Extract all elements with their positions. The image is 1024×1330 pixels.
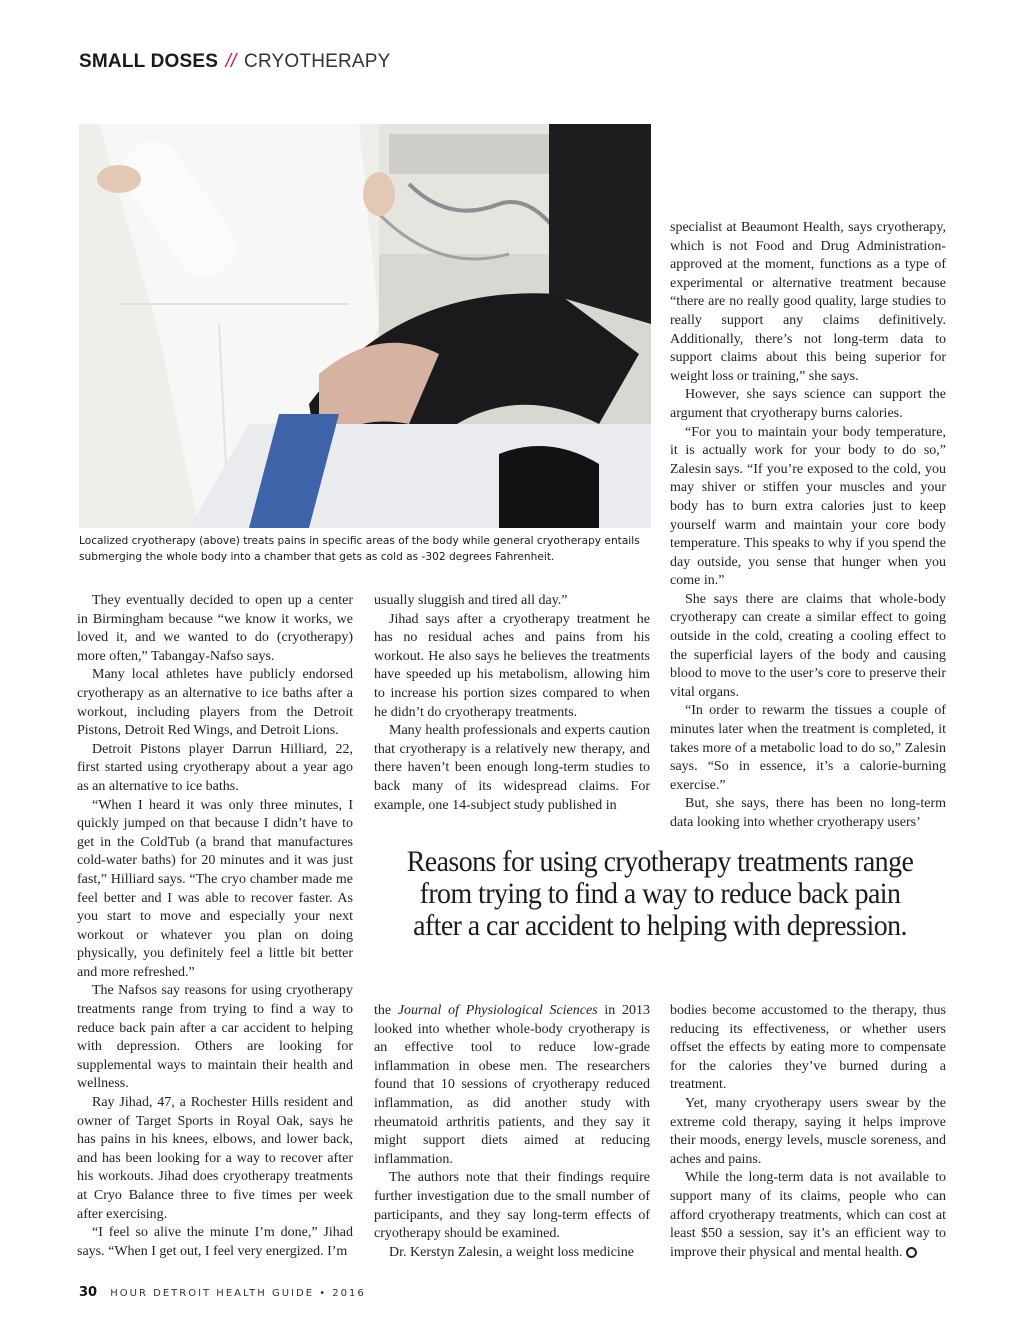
publication-name: HOUR DETROIT HEALTH GUIDE • 2016 [110,1288,366,1299]
paragraph: bodies become accustomed to the therapy, thus reducing its effectiveness, or whether users offset the effects by eating more to compensate for the calories they’ve burned during a treatment. [670,1003,946,1093]
paragraph: “I feel so alive the minute I’m done,” Jihad says. “When I get out, I feel very energized. I’m [77,1225,353,1259]
paragraph: They eventually decided to open up a center in Birmingham because “we know it works, we loved it, and we wanted to do (cryotherapy) more often,” Tabangay-Nafso says. [77,593,353,664]
cryotherapy-photo [79,124,651,528]
paragraph: Ray Jihad, 47, a Rochester Hills resident and owner of Target Sports in Royal Oak, says he has pains in his knees, elbows, and lower back, and has been looking for a way to recover after his workouts. Jihad does cryotherapy treatments at Cryo Balance three to five times per week after exercising. [77,1095,353,1222]
paragraph: However, she says science can support the argument that cryotherapy burns calories. [670,387,946,421]
paragraph: Jihad says after a cryotherapy treatment he has no residual aches and pains from his workout. He also says he believes the treatments have speeded up his metabolism, allowing him to increase his portion sizes compared to when he didn’t do cryotherapy treatments. [374,611,650,720]
section-name: SMALL DOSES [79,51,219,72]
end-mark-icon [906,1247,917,1258]
paragraph: Yet, many cryotherapy users swear by the extreme cold therapy, saying it helps improve their moods, energy levels, muscle soreness, and aches and pains. [670,1095,946,1167]
section-topic: CRYOTHERAPY [244,51,391,72]
paragraph: usually sluggish and tired all day.” [374,593,568,608]
paragraph: Dr. Kerstyn Zalesin, a weight loss medicine [389,1244,634,1260]
paragraph: But, she says, there has been no long-term data looking into whether cryotherapy users’ [670,796,946,830]
journal-lead: the [374,1003,398,1018]
paragraph [670,1169,946,1262]
article-column-2-top [374,592,650,815]
paragraph: “When I heard it was only three minutes, I quickly jumped on that because I didn’t have to get in the ColdTub (a brand that manufactures cold-water baths) for 20 minutes and it was just fast,” Hilliard says. “The cryo chamber made me feel better and I was able to recover faster. As you start to move and especially your next workout or whatever you plan on doing physically, you definitely feel a little bit better and more refreshed.” [77,797,353,980]
paragraph: The authors note that their findings require further investigation due to the small number of participants, and they say long-term effects of cryotherapy should be examined. [374,1170,650,1242]
header-separator: // [225,51,237,72]
article-column-3-top [670,219,946,833]
paragraph: Detroit Pistons player Darrun Hilliard, 22, first started using cryotherapy about a year ago as an alternative to ice baths. [77,741,353,794]
paragraph: The Nafsos say reasons for using cryotherapy treatments range from trying to find a way to reduce back pain after a car accident to helping with depression. Others are looking for supplemental ways to maintain their health and wellness. [77,983,353,1092]
paragraph: specialist at Beaumont Health, says cryotherapy, which is not Food and Drug Administration-approved at the moment, functions as a type of experimental or alternative treatment because “there are no really good quality, large studies to really support any claims definitively. Additionally, there’s not long-term data to support claims about this being superior for weight loss or training,” she says. [670,220,946,384]
article-column-2-bottom [374,1002,650,1262]
journal-rest: in 2013 looked into whether whole-body cryotherapy is an effective tool to reduce low-grade inflammation in obese men. The researchers found that 10 sessions of cryotherapy reduced inflammation, as did another study with rheumatoid arthritis patients, and they say it might support diets aimed at reducing inflammation. [374,1003,651,1167]
article-column-1 [77,592,353,1261]
paragraph [374,1002,650,1169]
paragraph: She says there are claims that whole-body cryotherapy can create a similar effect to going outside in the cold, creating a cooling effect to the superficial layers of the body and causing blood to move to the user’s core to preserve their vital organs. [670,591,946,700]
journal-title: Journal of Physiological Sciences [397,1003,598,1018]
paragraph: Many local athletes have publicly endorsed cryotherapy as an alternative to ice baths after a workout, including players from the Detroit Pistons, Detroit Red Wings, and Detroit Lions. [77,667,353,739]
photo-caption: Localized cryotherapy (above) treats pains in specific areas of the body while general cryotherapy entails submerging the whole body into a chamber that gets as cold as -302 degrees Fahrenheit. [79,535,640,563]
page-footer [79,1285,366,1300]
page-number: 30 [79,1285,98,1300]
paragraph: “In order to rewarm the tissues a couple of minutes later when the treatment is completed, it takes more of a metabolic load to do so,” Zalesin says. “So in essence, it’s a calorie-burning exercise.” [670,703,946,793]
paragraph: Many health professionals and experts caution that cryotherapy is a relatively new therapy, and there haven’t been enough long-term studies to back many of its widespread claims. For example, one 14-subject study published in [374,723,650,813]
closing-text: While the long-term data is not available to support many of its claims, people who can afford cryotherapy treatments, which can cost at least $50 a session, say it’s an efficient way to improve their physical and mental health. [670,1170,946,1260]
section-header [79,49,391,75]
article-column-3-bottom [670,1002,946,1262]
paragraph: “For you to maintain your body temperature, it is actually work for your body to do so,” Zalesin says. “If you’re exposed to the cold, you may shiver or stiffen your muscles and your body has to burn extra calories just to keep yourself warm and maintain your core body temperature. This speaks to why if you spend the day outside, you sense that hunger when you come in.” [670,424,946,589]
pull-quote: Reasons for using cryotherapy treatments range from trying to find a way to reduce back pain after a car accident to helping with depression. [406,845,914,942]
